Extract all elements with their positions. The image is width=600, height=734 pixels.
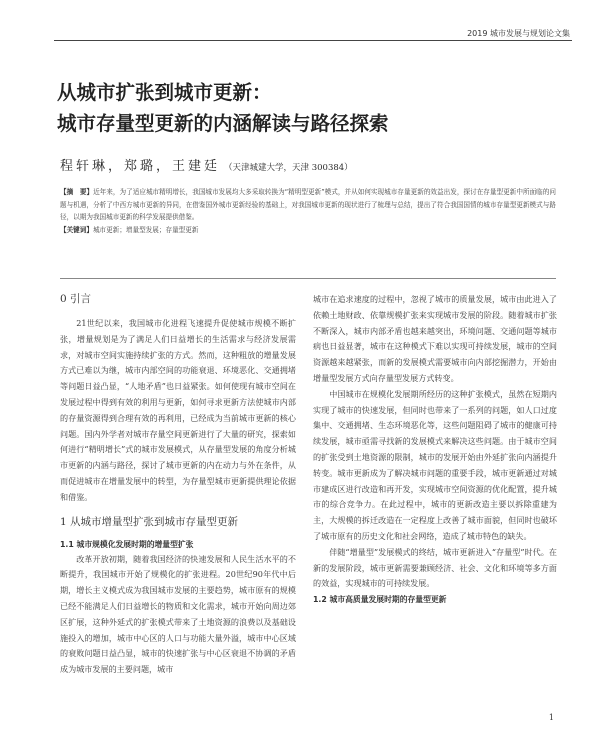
paper-title-line-1: 从城市扩张到城市更新： <box>57 81 272 104</box>
header-divider <box>54 40 572 41</box>
running-header: 2019 城市发展与规划论文集 <box>467 29 570 38</box>
abstract-block <box>60 186 556 236</box>
keywords-label: 【关键词】 <box>60 225 93 234</box>
author-line <box>60 155 353 174</box>
paper-title-line-2: 城市存量型更新的内涵解读与路径探索 <box>57 112 389 135</box>
paper-title <box>57 77 389 139</box>
author-affiliation: （天津城建大学，天津 300384） <box>224 163 353 173</box>
subsection-1-2-title: 1.2 城市高质量发展时期的存量型更新 <box>313 595 447 605</box>
keywords-paragraph <box>60 224 556 237</box>
section-intro-title: 0 引言 <box>60 293 92 305</box>
abstract-bottom-rule <box>60 278 556 279</box>
left-column <box>60 292 296 678</box>
intro-paragraph: 21世纪以来，我国城市化进程飞速提升促使城市规模不断扩张，增量规划是为了满足人们日益增长的生活需求与经济发展需求，对城市空间实施持续扩张的方式。然而，这种粗放的增量发展方式已难以为继，城市内部空间的功能衰退、环境恶化、交通拥堵等问题日益凸显，“人地矛盾”也日益紧张。如何使现有城市空间在发展过程中得到有效的利用与更新，如何寻求更新方法使城市内部的存量资源得到合理有效的再利用，已经成为当前城市更新的核心问题。国内外学者对城市存量空间更新进行了大量的研究，探索如何进行“精明增长”式的城市发展模式，从存量型发展的角度分析城市更新的内涵与路径，探讨了城市更新的内在动力与外在条件，从而促进城市在增量发展中的转型，为存量型城市更新提供理论依据和借鉴。 <box>60 318 296 502</box>
abstract-paragraph <box>60 186 556 224</box>
keywords-text: 城市更新；增量型发展；存量型更新 <box>92 225 199 234</box>
right-paragraph-3: 伴随“增量型”发展模式的终结，城市更新进入“存量型”时代。在新的发展阶段，城市更新需要兼顾经济、社会、文化和环境等多方面的效益，实现城市的可持续发展。 <box>313 546 557 589</box>
right-column <box>313 292 557 607</box>
subsection-1-1-title: 1.1 城市规模化发展时期的增量型扩张 <box>60 539 194 549</box>
right-paragraph-2: 中国城市在规模化发展期所经历的这种扩张模式，虽然在短期内实现了城市的快速发展，但同时也带来了一系列的问题，如人口过度集中、交通拥堵、生态环境恶化等，这些问题阻碍了城市的健康可持续发展，城市亟需寻找新的发展模式来解决这些问题。由于城市空间的扩张受到土地资源的限制，城市的发展开始由外延扩张向内涵提升转变。城市更新成为了解决城市问题的重要手段，城市更新通过对城市建成区进行改造和再开发，实现城市空间资源的优化配置，提升城市的综合竞争力。在此过程中，城市的更新改造主要以拆除重建为主，大规模的拆迁改造在一定程度上改善了城市面貌，但同时也破坏了城市原有的历史文化和社会网络，造成了城市特色的缺失。 <box>313 388 557 541</box>
page-number: 1 <box>548 713 554 722</box>
continued-paragraph: 城市在追求速度的过程中，忽视了城市的质量发展，城市由此进入了依赖土地财政、依靠规模扩张来实现城市发展的阶段。随着城市扩张不断深入，城市内部矛盾也越来越突出，环境问题、交通问题等城市病也日益显著，城市在这种模式下难以实现可持续发展，城市的空间资源越来越紧张，而新的发展模式需要城市向内部挖掘潜力，开始由增量型发展方式向存量型发展方式转变。 <box>313 294 557 383</box>
abstract-label: 【摘 要】 <box>60 188 94 196</box>
section-1-title: 1 从城市增量型扩张到城市存量型更新 <box>60 515 239 528</box>
author-names: 程轩琳，郑璐，王建廷 <box>60 159 221 174</box>
subsection-1-1-paragraph: 改革开放初期，随着我国经济的快速发展和人民生活水平的不断提升，我国城市开始了规模化的扩张进程。20世纪90年代中后期，增长主义模式成为我国城市发展的主要趋势，城市原有的规模已经不能满足人们日益增长的物质和文化需求，城市开始向周边郊区扩展，这种外延式的扩张模式带来了土地资源的浪费以及基础设施投入的增加，城市中心区的人口与功能大量外溢，城市中心区域的衰败问题日益凸显，城市的快速扩张与中心区衰退不协调的矛盾成为城市发展的主要问题，城市 <box>60 553 296 675</box>
abstract-text: 近年来，为了适应城市精明增长，我国城市发展均大多采取转换为“精明型更新”模式，并从如何实现城市存量更新的效益出发，探讨在存量型更新中所面临的问题与机遇，分析了中西方城市更新的异同，在借鉴国外城市更新经验的基础上，对我国城市更新的现状进行了梳理与总结，提出了符合我国国情的城市存量型更新模式与路径，以期为我国城市更新的科学发展提供借鉴。 <box>60 188 556 222</box>
